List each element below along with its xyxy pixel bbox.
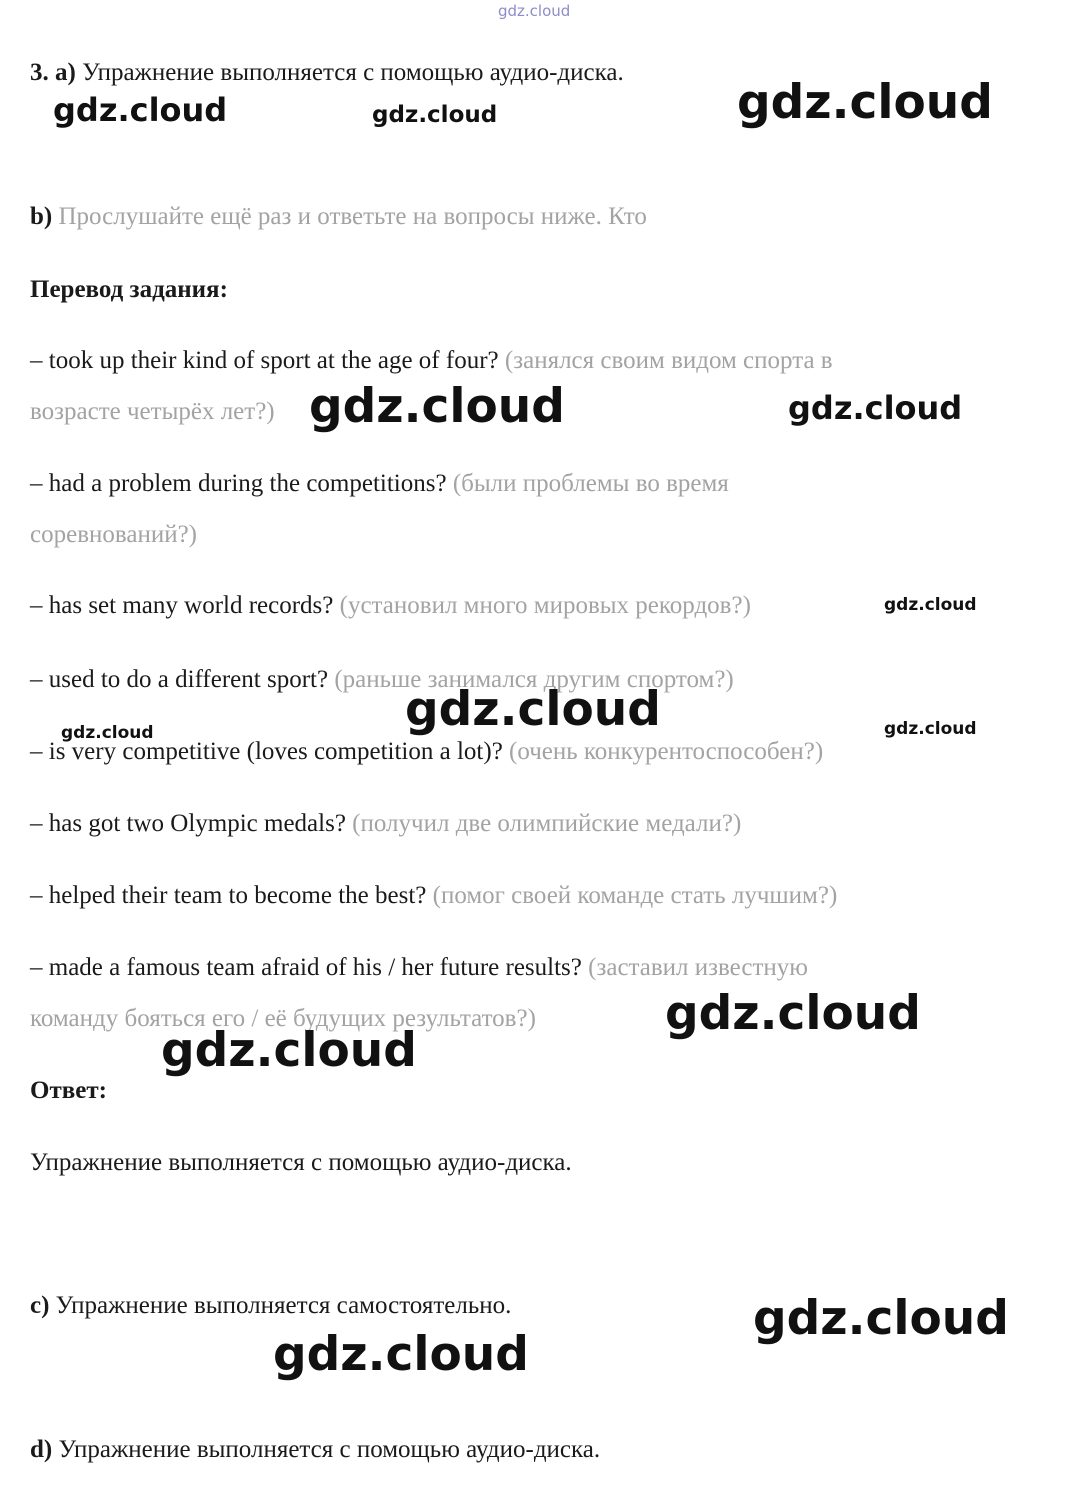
question-ru: (получил две олимпийские медали?)	[345, 810, 742, 837]
exercise-3a-text: Упражнение выполняется с помощью аудио-диска.	[75, 59, 624, 86]
translation-heading: Перевод задания:	[30, 276, 228, 303]
question-item	[30, 469, 729, 499]
question-item	[30, 881, 837, 911]
watermark: gdz.cloud	[161, 1023, 417, 1078]
watermark: gdz.cloud	[884, 595, 977, 615]
question-item	[30, 346, 833, 376]
watermark: gdz.cloud	[53, 91, 228, 129]
question-item	[30, 591, 751, 621]
exercise-3a-label: 3. а)	[30, 59, 76, 86]
question-ru: (занялся своим видом спорта в	[498, 347, 833, 374]
exercise-3c-text: Упражнение выполняется самостоятельно.	[49, 1292, 512, 1319]
question-item	[30, 809, 741, 839]
question-en: – had a problem during the competitions?	[30, 470, 447, 497]
exercise-3b-label: b)	[30, 203, 53, 230]
question-en: – took up their kind of sport at the age of four?	[30, 347, 499, 374]
question-ru: (заставил известную	[581, 954, 808, 981]
question-ru-continued: команду бояться его / её будущих результатов?)	[30, 1005, 536, 1032]
question-en: – helped their team to become the best?	[30, 882, 427, 909]
question-ru: (помог своей команде стать лучшим?)	[426, 882, 838, 909]
exercise-3a	[30, 58, 624, 88]
question-ru-continued: соревнований?)	[30, 521, 198, 548]
answer-text: Упражнение выполняется с помощью аудио-диска.	[30, 1149, 572, 1176]
watermark: gdz.cloud	[753, 1291, 1009, 1346]
watermark: gdz.cloud	[372, 102, 498, 128]
watermark: gdz.cloud	[884, 719, 977, 739]
watermark: gdz.cloud	[309, 379, 565, 434]
question-ru: (раньше занимался другим спортом?)	[328, 666, 734, 693]
question-ru: (были проблемы во время	[446, 470, 729, 497]
watermark: gdz.cloud	[737, 75, 993, 130]
exercise-3d	[30, 1435, 600, 1465]
question-ru-continued: возрасте четырёх лет?)	[30, 398, 275, 425]
exercise-3b	[30, 202, 647, 232]
watermark: gdz.cloud	[665, 986, 921, 1041]
exercise-3c	[30, 1291, 511, 1321]
question-ru: (установил много мировых рекордов?)	[333, 592, 751, 619]
exercise-3d-text: Упражнение выполняется с помощью аудио-диска.	[52, 1436, 601, 1463]
watermark: gdz.cloud	[273, 1327, 529, 1382]
question-en: – has set many world records?	[30, 592, 334, 619]
exercise-3d-label: d)	[30, 1436, 53, 1463]
watermark: gdz.cloud	[788, 389, 963, 427]
watermark: gdz.cloud	[405, 682, 661, 737]
question-en: – is very competitive (loves competition a lot)?	[30, 738, 503, 765]
question-en: – used to do a different sport?	[30, 666, 329, 693]
exercise-3b-text: Прослушайте ещё раз и ответьте на вопросы ниже. Кто	[52, 203, 647, 230]
exercise-3c-label: c)	[30, 1292, 50, 1319]
watermark-top: gdz.cloud	[498, 2, 571, 20]
watermark: gdz.cloud	[61, 723, 154, 743]
question-en: – made a famous team afraid of his / her future results?	[30, 954, 582, 981]
answer-heading: Ответ:	[30, 1077, 107, 1104]
question-ru: (очень конкурентоспособен?)	[502, 738, 824, 765]
question-en: – has got two Olympic medals?	[30, 810, 346, 837]
question-item	[30, 953, 808, 983]
